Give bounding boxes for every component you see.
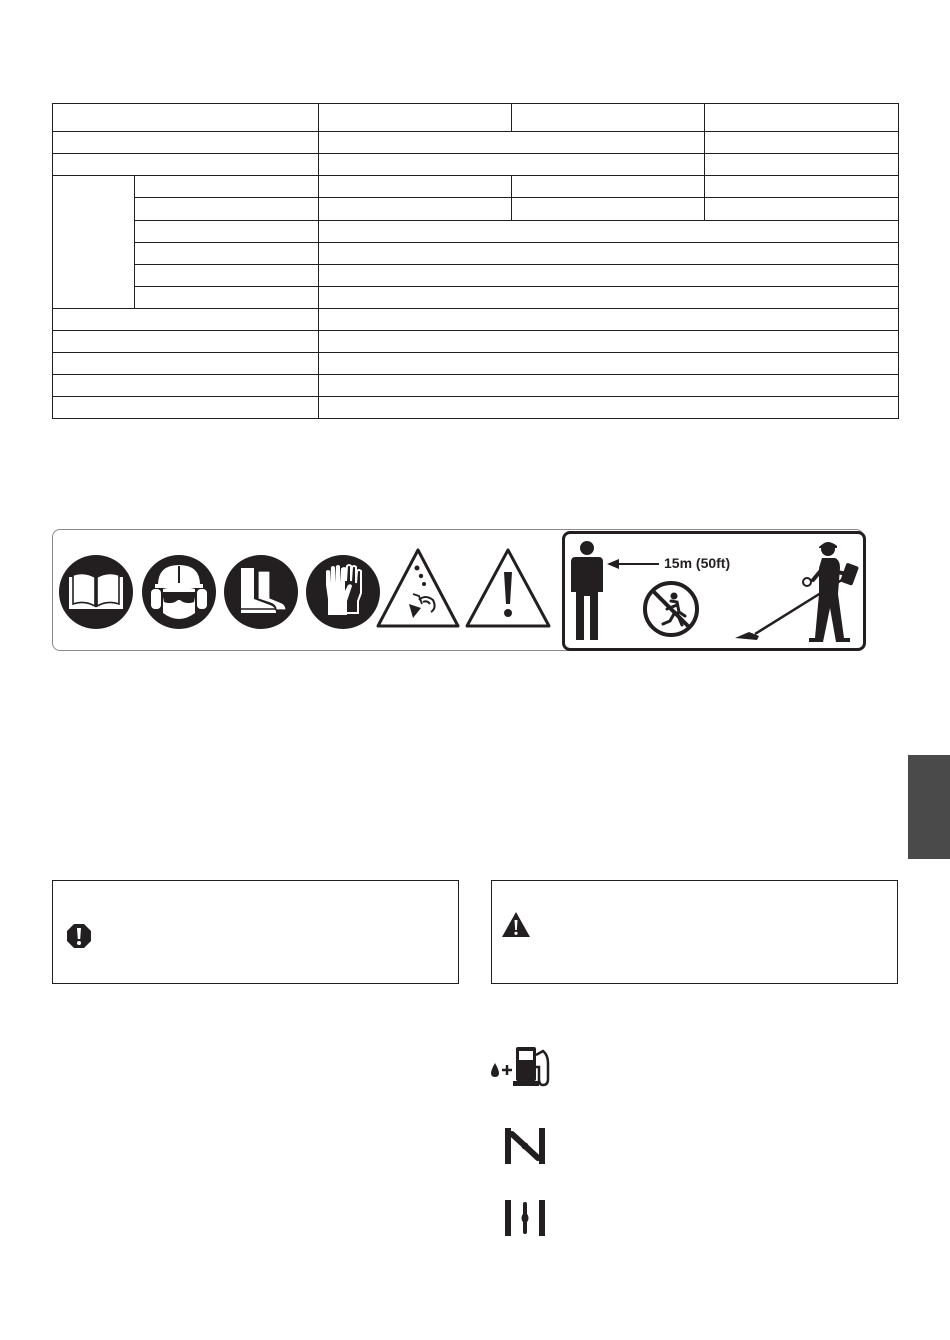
table-row (53, 104, 899, 132)
warning-triangle-icon (464, 546, 552, 630)
table-row (53, 286, 899, 308)
table-cell (319, 352, 899, 374)
fuel-pump-icon (488, 1043, 554, 1089)
table-row (53, 154, 899, 176)
table-cell (53, 154, 319, 176)
table-cell (705, 104, 899, 132)
table-cell (319, 374, 899, 396)
helmet-goggles-earmuffs-icon (142, 555, 216, 629)
table-row (53, 176, 899, 198)
table-cell (319, 154, 705, 176)
table-cell (135, 176, 319, 198)
table-cell (135, 242, 319, 264)
table-cell (319, 286, 899, 308)
table-cell (319, 242, 899, 264)
table-row (53, 242, 899, 264)
table-cell (53, 132, 319, 154)
operator-trimmer-icon (733, 538, 861, 644)
table-row (53, 198, 899, 220)
table-cell (53, 352, 319, 374)
table-cell (53, 330, 319, 352)
table-cell (135, 264, 319, 286)
table-cell (319, 264, 899, 286)
table-cell (705, 176, 899, 198)
table-row (53, 132, 899, 154)
distance-label: 15m (50ft) (664, 555, 731, 571)
table-row (53, 220, 899, 242)
warning-triangle-icon (501, 911, 531, 938)
table-cell (319, 132, 705, 154)
read-manual-icon (59, 555, 133, 629)
section-side-tab (908, 755, 950, 859)
table-cell (512, 176, 705, 198)
table-cell (135, 220, 319, 242)
table-cell (705, 198, 899, 220)
table-cell (53, 308, 319, 330)
table-cell (319, 396, 899, 418)
spec-table (52, 103, 899, 419)
warning-notice-box (491, 880, 898, 984)
table-cell (512, 104, 705, 132)
table-row (53, 352, 899, 374)
table-cell (319, 104, 512, 132)
table-row (53, 374, 899, 396)
important-notice-box (52, 880, 459, 984)
table-cell (319, 220, 899, 242)
no-bystanders-icon (641, 579, 701, 639)
important-octagon-icon (66, 923, 92, 949)
table-cell (319, 198, 512, 220)
table-row (53, 264, 899, 286)
table-cell (319, 330, 899, 352)
safety-boots-icon (224, 555, 298, 629)
table-cell (705, 132, 899, 154)
table-cell (705, 154, 899, 176)
choke-open-icon (503, 1199, 547, 1237)
table-cell (135, 198, 319, 220)
choke-closed-icon (503, 1127, 547, 1165)
table-cell (512, 198, 705, 220)
gloves-icon (306, 555, 380, 629)
table-cell (53, 396, 319, 418)
table-cell (53, 104, 319, 132)
table-cell (319, 176, 512, 198)
table-cell (319, 308, 899, 330)
table-cell (135, 286, 319, 308)
table-row (53, 330, 899, 352)
table-row (53, 308, 899, 330)
table-cell (53, 176, 135, 308)
flying-debris-warning-icon (375, 546, 461, 630)
table-cell (53, 374, 319, 396)
table-row (53, 396, 899, 418)
